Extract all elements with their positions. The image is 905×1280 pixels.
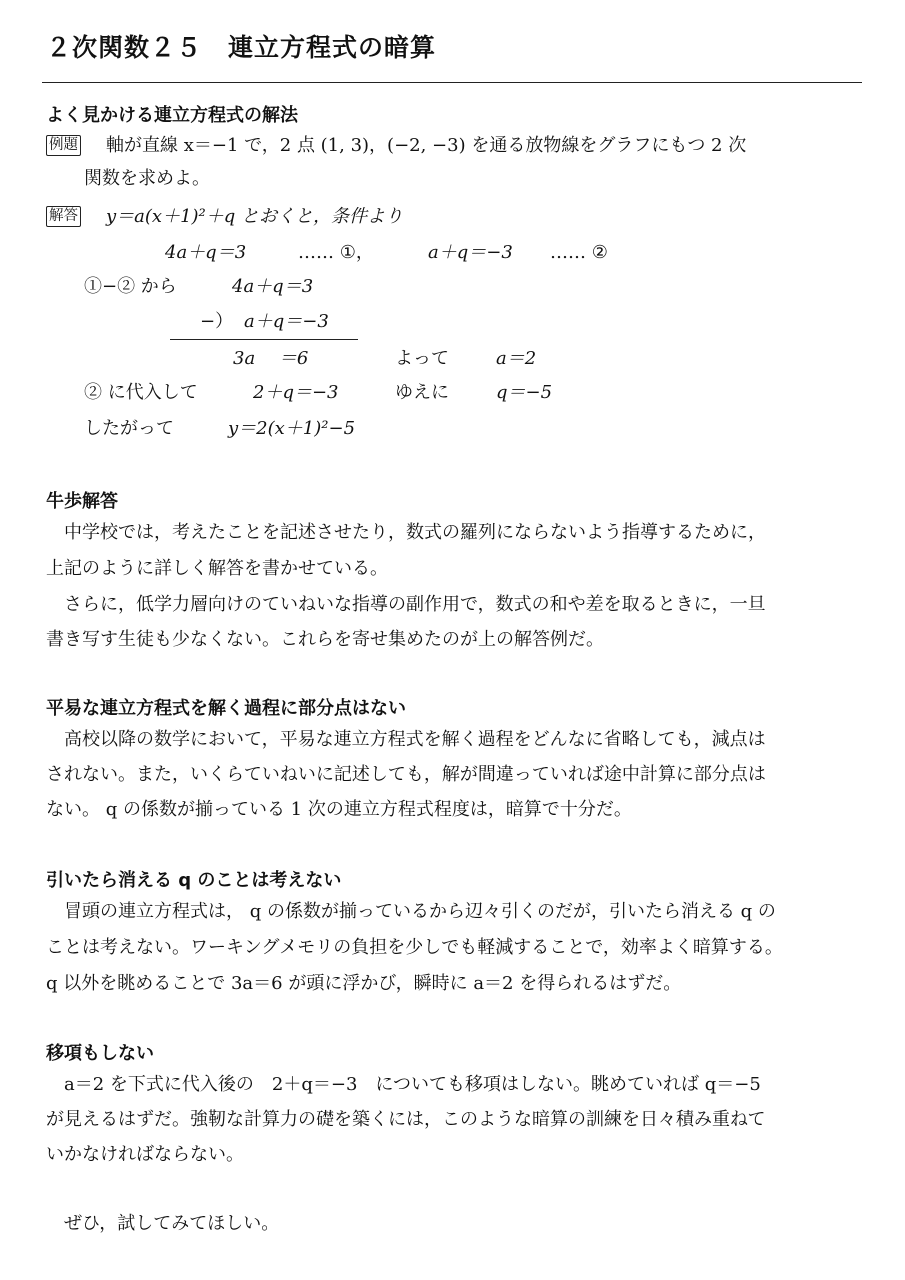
section5-heading: 移項もしない xyxy=(46,1043,154,1064)
subtract-second-equation: a＋q＝−3 xyxy=(244,311,329,332)
subtract-result: 3a ＝6 xyxy=(233,348,309,369)
substitute-label: ② に代入して xyxy=(84,382,198,403)
section5-line-1: a＝2 を下式に代入後の 2＋q＝−3 についても移項はしない。眺めていれば q＝−5 xyxy=(46,1074,761,1095)
hence-label: したがって xyxy=(84,418,174,439)
section5-line-2: が見えるはずだ。強靭な計算力の礎を築くには，このような暗算の訓練を日々積み重ねて xyxy=(46,1109,766,1130)
section2-heading: 牛歩解答 xyxy=(46,491,118,512)
a-value: a＝2 xyxy=(496,348,537,369)
therefore-2: ゆえに xyxy=(395,382,449,403)
section3-line-1: 高校以降の数学において，平易な連立方程式を解く過程をどんなに省略しても，減点は xyxy=(46,729,766,750)
answer-badge: 解答 xyxy=(46,206,81,227)
section4-heading: 引いたら消える q のことは考えない xyxy=(46,870,342,891)
section1-heading: よく見かける連立方程式の解法 xyxy=(46,105,298,126)
section4-line-2: ことは考えない。ワーキングメモリの負担を少しでも軽減することで，効率よく暗算する。 xyxy=(46,937,783,958)
example-line-1: 軸が直線 x＝−1 で，2 点 (1, 3)，(−2, −3) を通る放物線をグラフにもつ 2 次 xyxy=(106,135,747,156)
equation-1: 4a＋q＝3 xyxy=(165,242,247,263)
subtract-minus-sign: −） xyxy=(200,311,234,332)
section3-line-3: ない。 q の係数が揃っている 1 次の連立方程式程度は，暗算で十分だ。 xyxy=(46,799,632,820)
closing-line: ぜひ，試してみてほしい。 xyxy=(46,1213,280,1234)
equation-2-mark: …… ② xyxy=(550,242,608,263)
q-value: q＝−5 xyxy=(496,382,553,403)
equation-1-mark: …… ①， xyxy=(298,242,374,263)
section2-line-3: さらに，低学力層向けのていねいな指導の副作用で，数式の和や差を取るときに，一旦 xyxy=(46,594,766,615)
equation-2: a＋q＝−3 xyxy=(428,242,513,263)
substitute-equation: 2＋q＝−3 xyxy=(253,382,339,403)
answer-line-1: y＝a(x＋1)²＋q とおくと，条件より xyxy=(106,206,404,227)
title-divider xyxy=(42,82,862,83)
page-title: ２次関数２５ 連立方程式の暗算 xyxy=(46,33,437,62)
final-equation: y＝2(x＋1)²−5 xyxy=(228,418,356,439)
therefore-1: よって xyxy=(395,348,449,369)
section3-heading: 平易な連立方程式を解く過程に部分点はない xyxy=(46,698,406,719)
example-badge: 例題 xyxy=(46,135,81,156)
section2-line-1: 中学校では，考えたことを記述させたり，数式の羅列にならないよう指導するために， xyxy=(46,522,766,543)
subtract-top-equation: 4a＋q＝3 xyxy=(232,276,314,297)
section4-line-1: 冒頭の連立方程式は， q の係数が揃っているから辺々引くのだが，引いたら消える q の xyxy=(46,901,776,922)
subtraction-rule xyxy=(170,339,358,340)
section5-line-3: いかなければならない。 xyxy=(46,1144,244,1165)
section2-line-2: 上記のように詳しく解答を書かせている。 xyxy=(46,558,388,579)
section4-line-3: q 以外を眺めることで 3a＝6 が頭に浮かび，瞬時に a＝2 を得られるはずだ。 xyxy=(46,973,682,994)
section3-line-2: されない。また，いくらていねいに記述しても，解が間違っていれば途中計算に部分点は xyxy=(46,764,766,785)
section2-line-4: 書き写す生徒も少なくない。これらを寄せ集めたのが上の解答例だ。 xyxy=(46,629,604,650)
subtract-label: ①−② から xyxy=(84,276,177,297)
example-line-2: 関数を求めよ。 xyxy=(84,168,210,189)
